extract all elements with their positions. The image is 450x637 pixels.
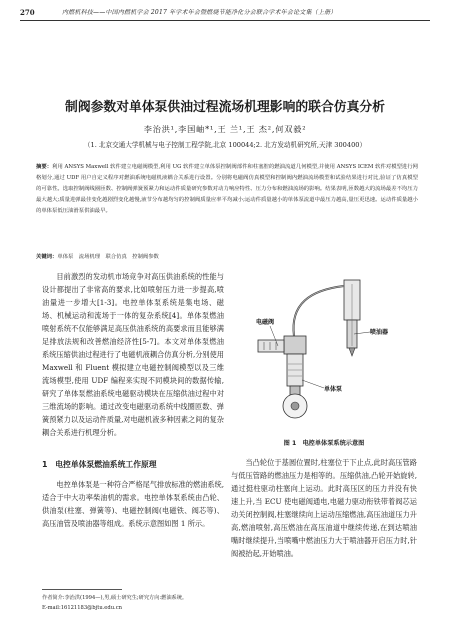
intro-column bbox=[42, 270, 224, 439]
footnote-rule bbox=[42, 589, 122, 590]
abstract bbox=[36, 162, 418, 217]
keywords-text: 单体泵 流场机理 联合仿真 控制阀参数 bbox=[57, 254, 159, 260]
journal-title: 内燃机科技——中国内燃机学会 2017 年学术年会暨燃烧节能净化分会联合学术年会论文集（上册） bbox=[62, 9, 337, 16]
footnote-email: E-mail:16121183@bjtu.edu.cn bbox=[42, 605, 122, 611]
section1-paragraph: 电控单体泵是一种符合严格尾气排放标准的燃油系统,适合于中大功率柴油机的需求。电控单体泵系统由凸轮、供油泵(柱塞、弹簧等)、电磁控制阀(电磁铁、阀芯等)、高压油管及喷油器等组成。系统示意图如图 1 所示。 bbox=[42, 480, 224, 528]
abstract-text: 利用 ANSYS Maxwell 软件建立电磁阀模型,利用 UG 软件建立单体泵控制阀部件和柱塞腔的燃油流道几何模型,并使用 ANSYS ICEM 软件对模型进行网格划分,通过 UDF 用户自定义程序对燃油系统电磁机液耦合关系进行设置。分别将电磁阀仿真模型和控制阀内燃油流场模型和试验结果进行对比,验证了仿真模型的可靠性。选取控制阀线圈匝数、控制阀弹簧预紧力和运动件质量研究参数对动力响应特性、压力分布和燃油流场的影响。结果表明,匝数越大的流场最差不均压力最大越大;质量进弹最佳变化越剧烈变化越慢,液节分布越均匀的控制阀质量应率平均减小;运动件质量越小的单体泵流道中最压力越高,量压更迅速。运动件质量越小的单体泵低压油滑泵供油最早。 bbox=[36, 164, 419, 214]
paper-title: 制阀参数对单体泵供油过程流场机理影响的联合仿真分析 bbox=[65, 100, 385, 115]
intro-paragraph: 目前激烈的发动机市场竞争对高压供油系统的性能与设计都提出了非常高的要求,比如喷射压力进一步提高,喷油量进一步增大[1-3]。电控单体泵系统是集电场、磁场、机械运动和流场于一体的复杂系统[4]。单体泵燃油喷射系统不仅能够满足高压供油系统的高要求而且能够满足排放法规和改善燃油经济性[5-7]。本文对单体泵燃油系统压缩供油过程进行了电磁机液耦合仿真分析,分别使用 Maxwell 和 Fluent 模拟建立电磁控制阀模型以及三维流场模型,使用 UDF 编程来实现不同模块间的数据传输,研究了单体泵燃油系统电磁驱动模块在压缩供油过程中对三维流场的影响。通过改变电磁驱动系统中线圈匝数、弹簧预紧力以及运动件质量,对电磁机液多种因素之间的复杂耦合关系进行机理分析。 bbox=[42, 272, 224, 437]
running-header bbox=[20, 6, 430, 21]
footnote-author: 作者简介:李治洪(1994—),男,硕士研究生;研究方向:燃油系统。 bbox=[42, 595, 188, 601]
system-diagram bbox=[250, 276, 400, 434]
label-pump: 单体泵 bbox=[324, 386, 343, 393]
abstract-label: 摘要： bbox=[36, 164, 53, 170]
affiliation: （1. 北京交通大学机械与电子控制工程学院,北京 100044;2. 北方发动机研究所,天津 300400） bbox=[83, 141, 367, 149]
right-paragraph: 当凸轮位于基圆位置时,柱塞位于下止点,此时高压管路与低压管路的燃油压力是相等的。压缩供油,凸轮开始旋转,通过挺柱驱动柱塞向上运动。此时高压区的压力并没有快速上升,当 ECU 使电磁阀通电,电磁力驱动衔铁带着阀芯运动关闭控制阀,柱塞继续向上运动压缩燃油,高压油道压力升高,燃油喷射,高压燃油在高压油道中继续传递,在到达喷油嘴时继续提升,当喷嘴中燃油压力大于喷油器开启压力时,针阀被抬起,开始喷油。 bbox=[231, 458, 417, 558]
footnote bbox=[42, 593, 187, 613]
keywords bbox=[36, 252, 418, 260]
label-injector: 喷油器 bbox=[370, 329, 389, 336]
section1-body bbox=[42, 478, 224, 530]
pump-drawing bbox=[258, 336, 307, 418]
section-heading: 1 电控单体泵燃油系统工作原理 bbox=[42, 460, 157, 469]
author-list: 李治洪¹,李国岫*¹,王 兰¹,王 杰²,何双毅² bbox=[143, 124, 307, 134]
right-column bbox=[231, 456, 417, 560]
keywords-label: 关键词： bbox=[36, 254, 58, 260]
injector-drawing bbox=[344, 280, 360, 356]
label-solenoid: 电磁阀 bbox=[256, 319, 275, 326]
figure-caption: 图 1 电控单体泵系统示意图 bbox=[283, 440, 365, 447]
system-diagram-figure bbox=[250, 276, 400, 434]
page-number: 270 bbox=[20, 8, 35, 17]
